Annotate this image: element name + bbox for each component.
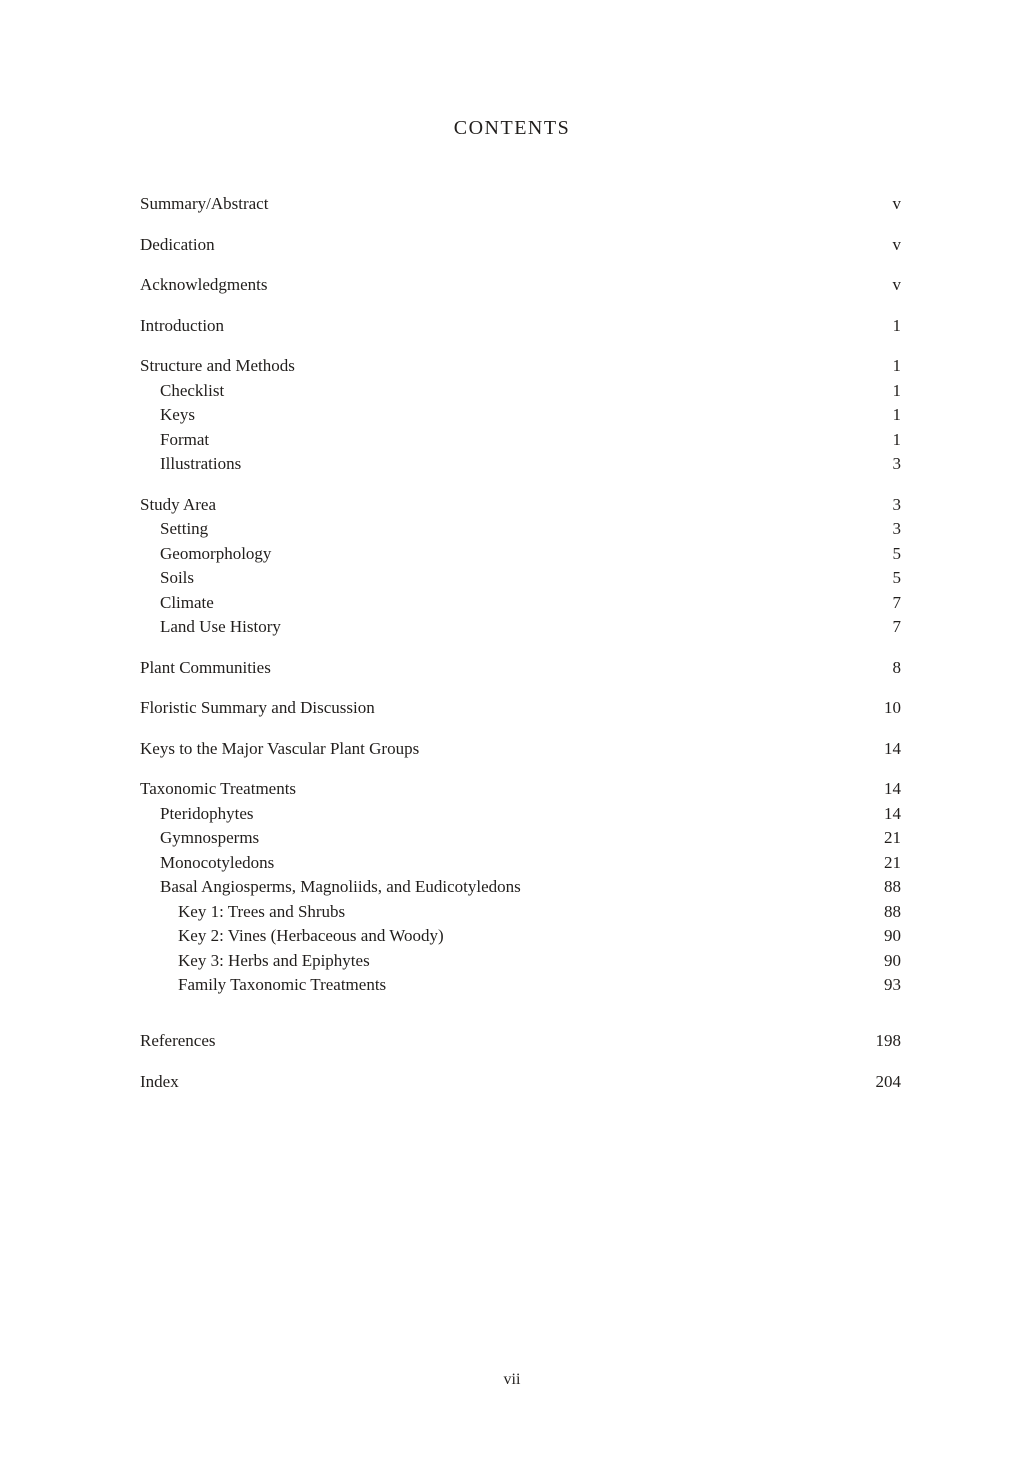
toc-entry-label: Taxonomic Treatments [140, 779, 297, 798]
toc-entry-label: Plant Communities [140, 657, 271, 677]
toc-entry [140, 1029, 901, 1054]
toc-entry-page-number: 3 [892, 519, 901, 538]
toc-entry [140, 354, 901, 379]
toc-entry-label: Key 2: Vines (Herbaceous and Woody) [178, 926, 444, 945]
toc-entry-page-number: 21 [884, 828, 901, 847]
toc-entry-label: Family Taxonomic Treatments [178, 975, 387, 994]
toc-entry [140, 696, 901, 721]
toc-entry [140, 826, 901, 851]
toc-entry-page-number: v [892, 194, 901, 213]
toc-entry [140, 851, 901, 876]
toc-entry-page-number: 3 [892, 494, 901, 514]
toc-entry-page-number: 10 [884, 698, 901, 717]
toc-entry-page-number: 204 [875, 1071, 901, 1091]
toc-entry [140, 566, 901, 591]
toc-entry-page-number: 8 [892, 657, 901, 677]
toc-entry-label: Checklist [160, 380, 225, 400]
toc-entry [140, 591, 901, 616]
toc-entry [140, 403, 901, 428]
toc-entry-label: Introduction [140, 315, 225, 335]
toc-entry [140, 428, 901, 453]
toc-entry [140, 314, 901, 339]
toc-entry-page-number: v [892, 275, 901, 294]
toc-entry [140, 273, 901, 298]
toc-entry-label: Index [140, 1071, 179, 1091]
toc-entry-label: Gymnosperms [160, 828, 260, 847]
toc-entry [140, 737, 901, 762]
toc-entry [140, 949, 901, 974]
toc-back-matter-entries [140, 1029, 901, 1094]
toc-entry [140, 656, 901, 681]
toc-entry-label: Basal Angiosperms, Magnoliids, and Eudicotyledons [160, 877, 521, 896]
toc-entry-label: Illustrations [160, 454, 242, 473]
toc-entry [140, 452, 901, 477]
toc-entry [140, 615, 901, 640]
toc-entry-page-number: 90 [884, 950, 901, 970]
toc-entry-page-number: 88 [884, 877, 901, 896]
toc-entry-page-number: 88 [884, 901, 901, 921]
toc-entry-page-number: 7 [892, 592, 901, 612]
toc-entry [140, 777, 901, 802]
toc-entry-page-number: 1 [892, 356, 901, 375]
toc-entry [140, 1070, 901, 1095]
toc-entry-label: Keys to the Major Vascular Plant Groups [140, 738, 420, 758]
toc-entry-label: References [140, 1031, 216, 1050]
toc-entry-label: Dedication [140, 234, 215, 254]
table-of-contents [0, 192, 1024, 1094]
toc-entry [140, 233, 901, 258]
toc-entry-page-number: 14 [884, 738, 901, 758]
toc-entry-page-number: 14 [884, 779, 901, 798]
toc-entry [140, 802, 901, 827]
toc-entry-label: Structure and Methods [140, 356, 295, 375]
toc-entry-page-number: 14 [884, 803, 901, 823]
toc-entry-page-number: 93 [884, 975, 901, 994]
toc-entry [140, 379, 901, 404]
toc-entry [140, 517, 901, 542]
toc-entry-label: Study Area [140, 494, 217, 514]
toc-main-entries [140, 192, 901, 998]
toc-entry-page-number: 7 [892, 617, 901, 636]
toc-entry-label: Format [160, 429, 210, 449]
toc-entry-page-number: 1 [892, 380, 901, 400]
toc-entry [140, 542, 901, 567]
toc-entry-page-number: 90 [884, 926, 901, 945]
toc-entry-label: Acknowledgments [140, 275, 268, 294]
toc-entry-page-number: 5 [892, 543, 901, 563]
toc-entry [140, 875, 901, 900]
toc-entry-page-number: 1 [892, 429, 901, 449]
toc-entry-label: Keys [160, 405, 195, 424]
toc-entry-page-number: 5 [892, 568, 901, 587]
toc-entry-label: Key 3: Herbs and Epiphytes [178, 950, 370, 970]
toc-entry-label: Summary/Abstract [140, 194, 269, 213]
toc-entry-page-number: 3 [892, 454, 901, 473]
toc-entry-label: Setting [160, 519, 209, 538]
toc-entry-label: Land Use History [160, 617, 281, 636]
folio-page-number: vii [503, 1371, 521, 1388]
toc-entry-page-number: 1 [892, 405, 901, 424]
toc-entry [140, 924, 901, 949]
toc-entry-label: Soils [160, 568, 195, 587]
toc-entry [140, 900, 901, 925]
toc-entry-page-number: 1 [892, 315, 901, 335]
toc-entry-label: Geomorphology [160, 543, 272, 563]
toc-entry-label: Floristic Summary and Discussion [140, 698, 375, 717]
toc-entry [140, 493, 901, 518]
toc-entry-page-number: 198 [875, 1031, 901, 1050]
page-title: CONTENTS [453, 117, 571, 139]
toc-entry-label: Monocotyledons [160, 852, 275, 872]
toc-entry [140, 973, 901, 998]
toc-entry-label: Key 1: Trees and Shrubs [178, 901, 346, 921]
toc-entry-label: Climate [160, 592, 214, 612]
toc-entry-page-number: v [892, 234, 901, 254]
toc-entry-page-number: 21 [884, 852, 901, 872]
toc-entry-label: Pteridophytes [160, 803, 254, 823]
toc-entry [140, 192, 901, 217]
